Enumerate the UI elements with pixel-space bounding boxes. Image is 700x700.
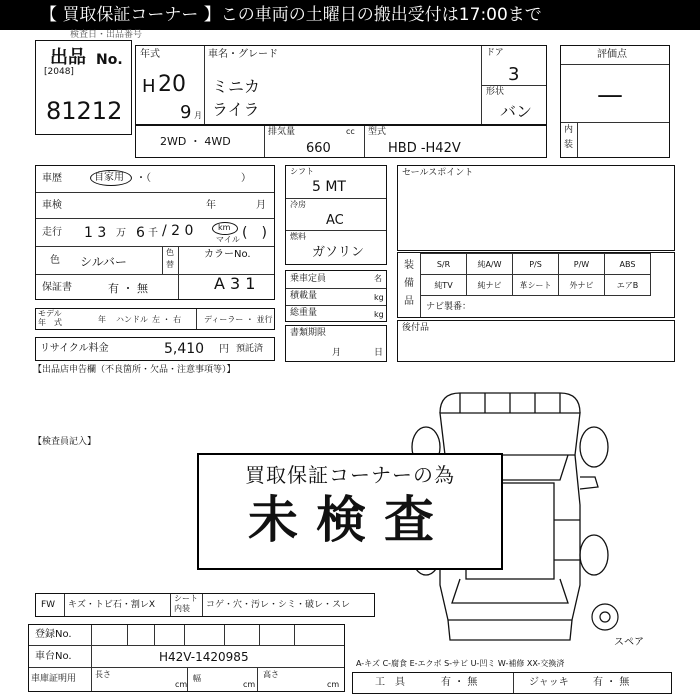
gross-label: 総重量 — [290, 308, 318, 318]
seat-label-2: 内装 — [174, 604, 190, 613]
chassis-value: H42V-1420985 — [159, 650, 249, 664]
sales-point-label: セールスポイント — [402, 168, 474, 178]
rating-value: — — [597, 80, 623, 110]
type-value: HBD -H42V — [388, 141, 461, 156]
seat-text: コゲ・穴・汚レ・シミ・破レ・スレ — [206, 600, 351, 610]
inspection-month-unit: 月 — [256, 200, 266, 211]
inspection-label: 車検 — [42, 200, 62, 211]
vehicle-info-box — [135, 45, 547, 125]
color-code-value: A 3 1 — [214, 274, 256, 293]
mileage-man-unit: 万 — [116, 228, 126, 239]
cc-label: 排気量 — [268, 127, 296, 137]
mileage-man: 1 3 — [84, 225, 107, 241]
fw-label: FW — [41, 600, 56, 610]
rating-label: 評価点 — [597, 49, 627, 60]
header-fragment: 検査日・出品番号 — [70, 30, 143, 40]
ac-label: 冷房 — [290, 200, 306, 209]
equipment-sr: S/R — [421, 254, 467, 275]
month-unit: 月 — [194, 111, 202, 120]
color-change-2: 替 — [166, 260, 174, 269]
uninspected-stamp — [197, 453, 503, 570]
equipment-label-3: 品 — [404, 296, 414, 307]
docs-day-unit: 日 — [374, 348, 384, 358]
length-cm: cm — [175, 680, 188, 689]
jack-value: 有 ・ 無 — [593, 677, 630, 688]
retrofit-label: 後付品 — [402, 323, 430, 333]
load-unit: kg — [374, 293, 384, 302]
spec-row — [135, 125, 547, 158]
fw-row — [35, 593, 375, 617]
history-label: 車歴 — [42, 173, 62, 184]
listing-no-label: No. — [96, 52, 123, 68]
tools-row — [352, 672, 672, 694]
sales-point-box — [397, 165, 675, 251]
warranty-label: 保証書 — [42, 282, 72, 293]
warranty-value: 有 ・ 無 — [108, 282, 148, 295]
height-cm: cm — [327, 680, 340, 689]
history-rest: ・（ ） — [136, 173, 251, 184]
height-label: 高さ — [263, 670, 279, 679]
docs-period-label: 書類期限 — [290, 328, 327, 338]
tools-value: 有 ・ 無 — [441, 677, 478, 688]
equipment-table — [420, 253, 651, 296]
inspector-label: 【検査員記入】 — [33, 437, 97, 447]
recycle-label: リサイクル料金 — [40, 343, 109, 354]
fw-text: キズ・トビ石・割レX — [68, 600, 155, 610]
interior-label-1: 内 — [564, 125, 574, 135]
model-name: ミニカ — [212, 77, 261, 96]
seat-label-1: シート — [174, 594, 198, 603]
gross-unit: kg — [374, 310, 384, 319]
mileage-mile: マイル — [216, 235, 240, 244]
mileage-rest: / 2 0 — [162, 223, 194, 239]
type-label: 型式 — [368, 127, 387, 137]
shift-label: シフト — [290, 167, 314, 176]
name-label: 車名・グレード — [208, 49, 278, 60]
cc-unit: cc — [346, 127, 355, 136]
inspection-year-unit: 年 — [206, 200, 216, 211]
grade-name: ライラ — [212, 100, 260, 119]
width-cm: cm — [243, 680, 256, 689]
drive-value: 2WD ・ 4WD — [160, 135, 231, 148]
listing-number: 81212 — [46, 97, 123, 125]
rating-box — [560, 45, 670, 158]
equipment-navi: 純ナビ — [467, 275, 513, 296]
docs-period-box — [285, 325, 387, 362]
month-value: 9 — [180, 102, 192, 123]
recycle-deposit: 預託済 — [236, 344, 264, 354]
model-year-label-2: 年 式 — [38, 318, 62, 327]
listing-box — [35, 40, 132, 135]
capacity-label: 乗車定員 — [290, 274, 327, 284]
interior-label-2: 装 — [564, 140, 574, 150]
recycle-row — [35, 337, 275, 361]
mileage-sen: 6 — [136, 225, 145, 241]
capacity-unit: 名 — [374, 274, 382, 283]
fuel-label: 燃料 — [290, 232, 306, 241]
mileage-sen-unit: 千 — [148, 228, 158, 239]
door-label: ドア — [486, 48, 504, 58]
jack-label: ジャッキ — [529, 677, 569, 688]
equipment-leather: 革シート — [513, 275, 559, 296]
stamp-line-2: 未検査 — [248, 491, 452, 549]
lot-tag: [2048] — [44, 67, 74, 77]
model-year-row — [35, 308, 275, 330]
equipment-aw: 純A/W — [467, 254, 513, 275]
capacity-box — [285, 270, 387, 322]
mileage-label: 走行 — [42, 227, 62, 238]
length-label: 長さ — [95, 670, 111, 679]
shift-value: 5 MT — [312, 179, 346, 195]
mileage-km: km — [218, 223, 231, 232]
color-change-1: 色 — [166, 248, 174, 257]
dealer-label: ディーラー ・ 並行 — [204, 315, 273, 324]
stamp-line-1: 買取保証コーナーの為 — [245, 463, 455, 487]
equipment-label-1: 装 — [404, 260, 414, 271]
retrofit-box — [397, 320, 675, 362]
model-year-unit: 年 — [98, 315, 106, 324]
chassis-label: 車台No. — [35, 651, 72, 662]
top-banner: 【 買取保証コーナー 】この車両の土曜日の搬出受付は17:00まで — [0, 0, 700, 30]
equipment-tv: 純TV — [421, 275, 467, 296]
handle-value: 左 ・ 右 — [152, 315, 182, 324]
listing-label: 出品 — [50, 47, 86, 68]
left-info-box: 車歴 自家用 ・（ ） 車検 年 月 走行 1 3 万 6 千 / 2 0 km マイル ( ) 色 シルバー 色 替 カラーNo. A 3 1 保証書 有 ・ 無 — [35, 165, 275, 300]
door-value: 3 — [508, 64, 520, 85]
color-value: シルバー — [80, 255, 127, 269]
cert-label: 車庫証明用 — [31, 674, 77, 684]
history-value: 自家用 — [94, 172, 124, 183]
equipment-box — [397, 252, 675, 318]
color-label: 色 — [50, 255, 60, 266]
equipment-airbag: エアB — [605, 275, 651, 296]
year-era: H — [142, 76, 156, 97]
handle-label: ハンドル — [116, 315, 148, 324]
color-code-label: カラーNo. — [204, 249, 251, 260]
equipment-ps: P/S — [513, 254, 559, 275]
spare-label: スペア — [614, 637, 644, 648]
damage-codes: A-キズ C-腐食 E-エクボ S-サビ U-凹ミ W-補修 XX-交換済 — [356, 659, 565, 668]
fuel-value: ガソリン — [312, 245, 365, 260]
recycle-unit: 円 — [219, 344, 229, 355]
year-value: 20 — [158, 72, 186, 97]
equipment-pw: P/W — [559, 254, 605, 275]
registration-grid — [28, 624, 345, 692]
shape-label: 形状 — [486, 87, 505, 97]
recycle-value: 5,410 — [164, 341, 205, 357]
navi-serial-label: ナビ製番： — [426, 302, 472, 312]
mechanical-box — [285, 165, 387, 265]
model-year-label-1: モデル — [38, 309, 62, 318]
docs-month-unit: 月 — [332, 348, 342, 358]
ac-value: AC — [326, 213, 344, 228]
declaration-label: 【出品店申告欄（不良箇所・欠品・注意事項等）】 — [33, 365, 236, 375]
cc-value: 660 — [306, 141, 331, 156]
equipment-abs: ABS — [605, 254, 651, 275]
equipment-label-2: 備 — [404, 278, 414, 289]
year-label: 年式 — [140, 49, 160, 60]
equipment-ext-navi: 外ナビ — [559, 275, 605, 296]
load-label: 積載量 — [290, 291, 318, 301]
width-label: 幅 — [193, 674, 201, 683]
tools-label: 工 具 — [375, 677, 405, 688]
registration-label: 登録No. — [35, 629, 72, 640]
shape-value: バン — [500, 102, 533, 121]
